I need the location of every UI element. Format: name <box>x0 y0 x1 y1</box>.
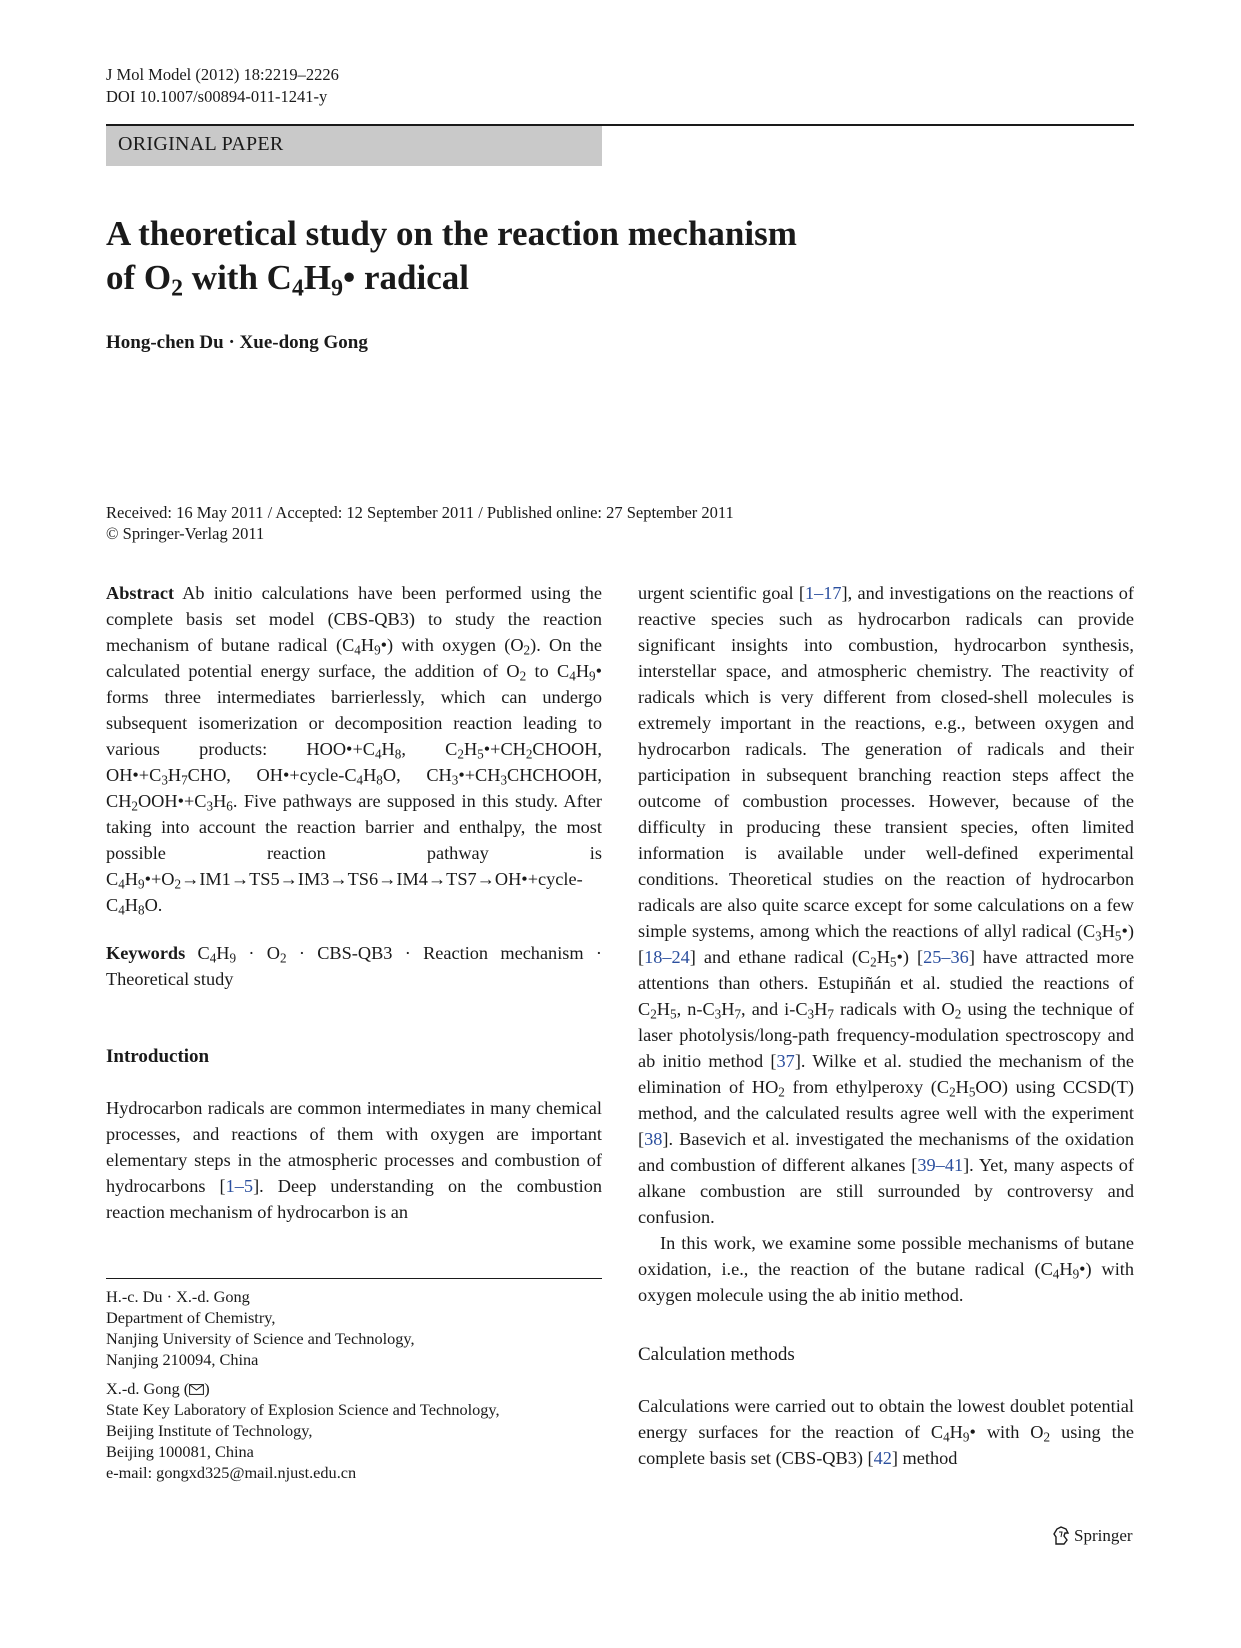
calculation-methods-heading: Calculation methods <box>638 1344 795 1365</box>
keywords: Keywords $C_4H_9 \cdot O_2 \cdot CBS-QB3$ · Reaction mechanism · Theoretical study <box>106 943 602 989</box>
email-link[interactable]: e-mail: gongxd325@mail.njust.edu.cn <box>106 1463 357 1482</box>
envelope-icon <box>189 1384 204 1395</box>
copyright: © Springer-Verlag 2011 <box>106 524 265 543</box>
ref-18-24[interactable]: 18–24 <box>644 947 690 967</box>
affiliation-1: H.-c. Du · X.-d. Gong Department of Chemistry, Nanjing University of Science and Technology, Nanjing 210094, China <box>106 1287 415 1369</box>
journal-doi: DOI 10.1007/s00894-011-1241-y <box>106 87 328 106</box>
springer-logo <box>1052 1526 1133 1546</box>
affiliation-2: X.-d. Gong ( ) State Key Laboratory of Explosion Science and Technology, Beijing Institute of Technology, Beijing 100081, China e-mail: gongxd325@mail.njust.edu.cn <box>106 1379 500 1482</box>
abstract: Abstract Ab initio calculations have been performed using the complete basis set model (CBS-QB3) to study the reaction mechanism of butane radical $(C_4H_9•)$ with oxygen $(O_2)$. On the calculated potential energy surface, the addition of $O_2$ to $C_4H_9•$ forms three intermediates barrierlessly, which can undergo subsequent isomerization or decomposition reaction leading to various products: $HOO•+C_4H_8$, $C_2H_5•+CH_2CHOOH$, $OH•+C_3H_7CHO$, $OH•+cycle-C_4H_8O$, $CH_3•+CH_3CHCHOOH$, $CH_2OOH•+C_3H_6$. Five pathways are supposed in this study. After taking into account the reaction barrier and enthalpy, the most possible reaction pathway is $C_4H_9•+O_2\to IM1\to TS5\to IM3\to TS6\to IM4\to TS7\to OH•+cycle-C_4H_8O$. <box>106 583 602 918</box>
journal-citation: J Mol Model (2012) 18:2219–2226 <box>106 65 339 84</box>
title-line-2: of $O_2$ with $C_4H_9•$ radical <box>106 258 469 302</box>
introduction-paragraph: Hydrocarbon radicals are common intermediates in many chemical processes, and reactions of them with oxygen are important elementary steps in the atmospheric processes and combustion of hydrocarbons [1–5]. Deep understanding on the combustion reaction mechanism of hydrocarbon is an <box>106 1098 602 1222</box>
paper-title <box>106 212 1006 300</box>
springer-horse-icon <box>1052 1526 1070 1546</box>
article-type-banner: ORIGINAL PAPER <box>106 126 602 166</box>
title-line-1: A theoretical study on the reaction mechanism <box>106 214 797 253</box>
keywords-label: Keywords <box>106 943 186 963</box>
abstract-label: Abstract <box>106 583 175 603</box>
journal-header <box>106 64 339 108</box>
calculation-methods-paragraph: Calculations were carried out to obtain the lowest doublet potential energy surfaces for the reaction of $C_4H_9•$ with $O_2$ using the complete basis set (CBS-QB3) [42] method <box>638 1396 1134 1468</box>
authors: Hong-chen Du · Xue-dong Gong <box>106 332 368 353</box>
introduction-continued: urgent scientific goal [1–17], and investigations on the reactions of reactive species such as hydrocarbon radicals can provide significant insights into combustion, hydrocarbon synthesis, interstellar space, and atmospheric chemistry. The reactivity of radicals which is very different from closed-shell molecules is extremely important in the reactions, e.g., between oxygen and hydrocarbon radicals. The generation of radicals and their participation in subsequent branching reaction steps affect the outcome of combustion processes. However, because of the difficulty in producing these transient species, often limited information is available under well-defined experimental conditions. Theoretical studies on the reaction of hydrocarbon radicals are also quite scarce except for some calculations on a few simple systems, among which the reactions of allyl radical $(C_3H_5•)$ [18–24] and ethane radical $(C_2H_5•)$ [25–36] have attracted more attentions than others. Estupiñán et al. studied the reactions of $C_2H_5$, $n-C_3H_7$, and $i-C_3H_7$ radicals with $O_2$ using the technique of laser photolysis/long-path frequency-modulation spectroscopy and ab initio method [37]. Wilke et al. studied the mechanism of the elimination of $HO_2$ from ethylperoxy $(C_2H_5OO)$ using CCSD(T) method, and the calculated results agree well with the experiment [38]. Basevich et al. investigated the mechanisms of the oxidation and combustion of different alkanes [39–41]. Yet, many aspects of alkane combustion are still surrounded by controversy and confusion. In this work, we examine some possible mechanisms of butane oxidation, i.e., the reaction of the butane radical $(C_4H_9•)$ with oxygen molecule using the ab initio method. <box>638 583 1135 1305</box>
footnote-rule <box>106 1278 602 1279</box>
ref-39-41[interactable]: 39–41 <box>917 1155 964 1175</box>
publication-dates <box>106 502 734 544</box>
ref-25-36[interactable]: 25–36 <box>923 947 969 967</box>
ref-38[interactable]: 38 <box>644 1129 663 1149</box>
ref-1-17[interactable]: 1–17 <box>804 583 842 603</box>
introduction-heading: Introduction <box>106 1046 210 1067</box>
ref-42[interactable]: 42 <box>873 1448 892 1468</box>
dates-line: Received: 16 May 2011 / Accepted: 12 September 2011 / Published online: 27 September 2011 <box>106 503 734 522</box>
ref-1-5[interactable]: 1–5 <box>225 1176 254 1196</box>
publisher-name: Springer <box>1074 1526 1133 1545</box>
ref-37[interactable]: 37 <box>776 1051 795 1071</box>
